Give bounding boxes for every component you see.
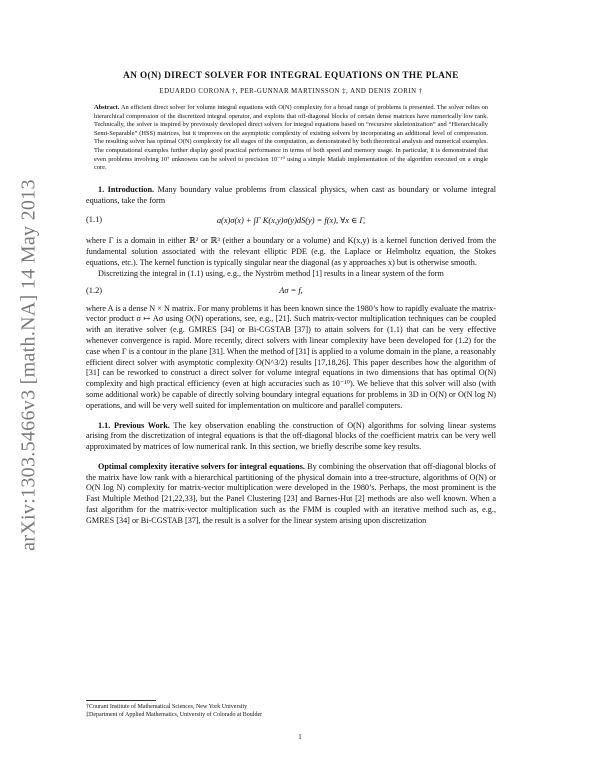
footnote-rule bbox=[86, 700, 156, 701]
optimal-complexity-text: By combining the observation that off-diagonal blocks of the matrix have low rank with a hierarchical partitioning of the physical domain into a tree-structure, algorithms of O(N) or O(N log N) complexity for matrix-vector multiplication were developed in the 1980’s. Perhaps, the most prominent is the Fast Multiple Method [21,22,33], but the Panel Clustering [23] and Barnes-Hut [2] methods are also well known. When a fast algorithm for the matrix-vector multiplication such as the FMM is coupled with an iterative method such as, e.g., GMRES [34] or Bi-CGSTAB [37], the result is a solver for the linear system arising upon discretization bbox=[86, 461, 496, 525]
paper-page bbox=[86, 70, 496, 527]
equation-number: (1.2) bbox=[86, 285, 103, 295]
footnote-colorado: ‡Department of Applied Mathematics, University of Colorado at Boulder bbox=[86, 711, 263, 718]
equation-1-1 bbox=[86, 206, 496, 236]
intro-paragraph-2: where Γ is a domain in either ℝ² or ℝ³ (either a boundary or a volume) and K(x,y) is a kernel function derived from the fundamental solution associated with the relevant elliptic PDE (e.g. the Laplace or Helmholtz equation, the Stokes equations, etc.). The kernel function is typically singular near the diagonal (as y approaches x) but is otherwise smooth. bbox=[86, 236, 496, 267]
paragraph-heading-optimal-complexity: Optimal complexity iterative solvers for integral equations. bbox=[98, 461, 305, 471]
abstract-body: An efficient direct solver for volume integral equations with O(N) complexity for a broad range of problems is presented. The solver relies on hierarchical compression of the discretized integral operator, and exploits that off-diagonal blocks of certain dense matrices have numerically low rank. Technically, the solver is inspired by previously developed direct solvers for integral equations based on “recursive skeletonization” and “Hierarchically Semi-Separable” (HSS) matrices, but it improves on the asymptotic complexity of existing solvers by incorporating an additional level of compression. The resulting solver has optimal O(N) complexity for all stages of the computation, as demonstrated by both theoretical analysis and numerical examples. The computational examples further display good practical performance in terms of both speed and memory usage. In particular, it is demonstrated that even problems involving 10⁷ unknowns can be solved to precision 10⁻¹⁰ using a simple Matlab implementation of the algorithm executed on a single core. bbox=[94, 104, 488, 172]
section-heading-introduction: 1. Introduction. bbox=[98, 184, 155, 194]
previous-work-text: The key observation enabling the construction of O(N) algorithms for solving linear systems arising from the discretization of integral equations is that the off-diagonal blocks of the coefficient matrix can be very well approximated by matrices of low numerical rank. In this section, we briefly describe some key results. bbox=[86, 420, 496, 452]
equation-body: Aσ = f, bbox=[279, 285, 303, 295]
intro-paragraph-3: Discretizing the integral in (1.1) using, e.g., the Nyström method [1] results in a linear system of the form bbox=[98, 268, 444, 278]
page-number: 1 bbox=[298, 733, 302, 741]
intro-paragraph-4: where A is a dense N × N matrix. For many problems it has been known since the 1980’s how to rapidly evaluate the matrix-vector product σ ↦ Aσ using O(N) operations, see, e.g., [21]. Such matrix-vector multiplication techniques can be coupled with an iterative solver (e.g. GMRES [34] or Bi-CGSTAB [37]) to attain solvers for (1.1) that can be very effective whenever convergence is rapid. More recently, direct solvers with linear complexity have been developed for (1.2) for the case when Γ is a contour in the plane [31]. When the method of [31] is applied to a volume domain in the plane, a reasonably efficient direct solver with asymptotic complexity O(N^3/2) results [17,18,26]. This paper describes how the algorithm of [31] can be reworked to construct a direct solver for volume integral equations in two dimensions that has optimal O(N) complexity and high practical efficiency (even at high accuracies such as 10⁻¹⁰). We believe that this solver will also (with some additional work) be capable of directly solving boundary integral equations for problems in 3D in O(N) or O(N log N) operations, and will be very well suited for implementation on multicore and parallel computers. bbox=[86, 303, 496, 410]
section-heading-previous-work: 1.1. Previous Work. bbox=[98, 420, 170, 430]
footnote-courant: †Courant Institute of Mathematical Sciences, New York University bbox=[86, 704, 248, 710]
intro-paragraph-1 bbox=[86, 185, 496, 207]
arxiv-sidebar-stamp bbox=[14, 150, 44, 580]
intro-text-1: Many boundary value problems from classical physics, when cast as boundary or volume integral equations, take the form bbox=[86, 184, 497, 205]
arxiv-identifier: arXiv:1303.5466v3 [math.NA] 14 May 2013 bbox=[17, 179, 40, 551]
optimal-complexity-paragraph bbox=[86, 462, 496, 527]
abstract bbox=[94, 104, 488, 173]
paper-authors: EDUARDO CORONA †, PER-GUNNAR MARTINSSON ‡, AND DENIS ZORIN † bbox=[159, 88, 423, 95]
abstract-label: Abstract. bbox=[94, 104, 120, 111]
equation-1-2 bbox=[86, 280, 496, 304]
paper-title: AN O(N) DIRECT SOLVER FOR INTEGRAL EQUATIONS ON THE PLANE bbox=[123, 70, 459, 80]
equation-body: a(x)σ(x) + ∫Γ K(x,y)σ(y)dS(y) = f(x), ∀x ∈ Γ, bbox=[216, 216, 366, 226]
previous-work-paragraph bbox=[86, 421, 496, 453]
equation-number: (1.1) bbox=[86, 215, 103, 225]
footnotes bbox=[86, 700, 496, 719]
